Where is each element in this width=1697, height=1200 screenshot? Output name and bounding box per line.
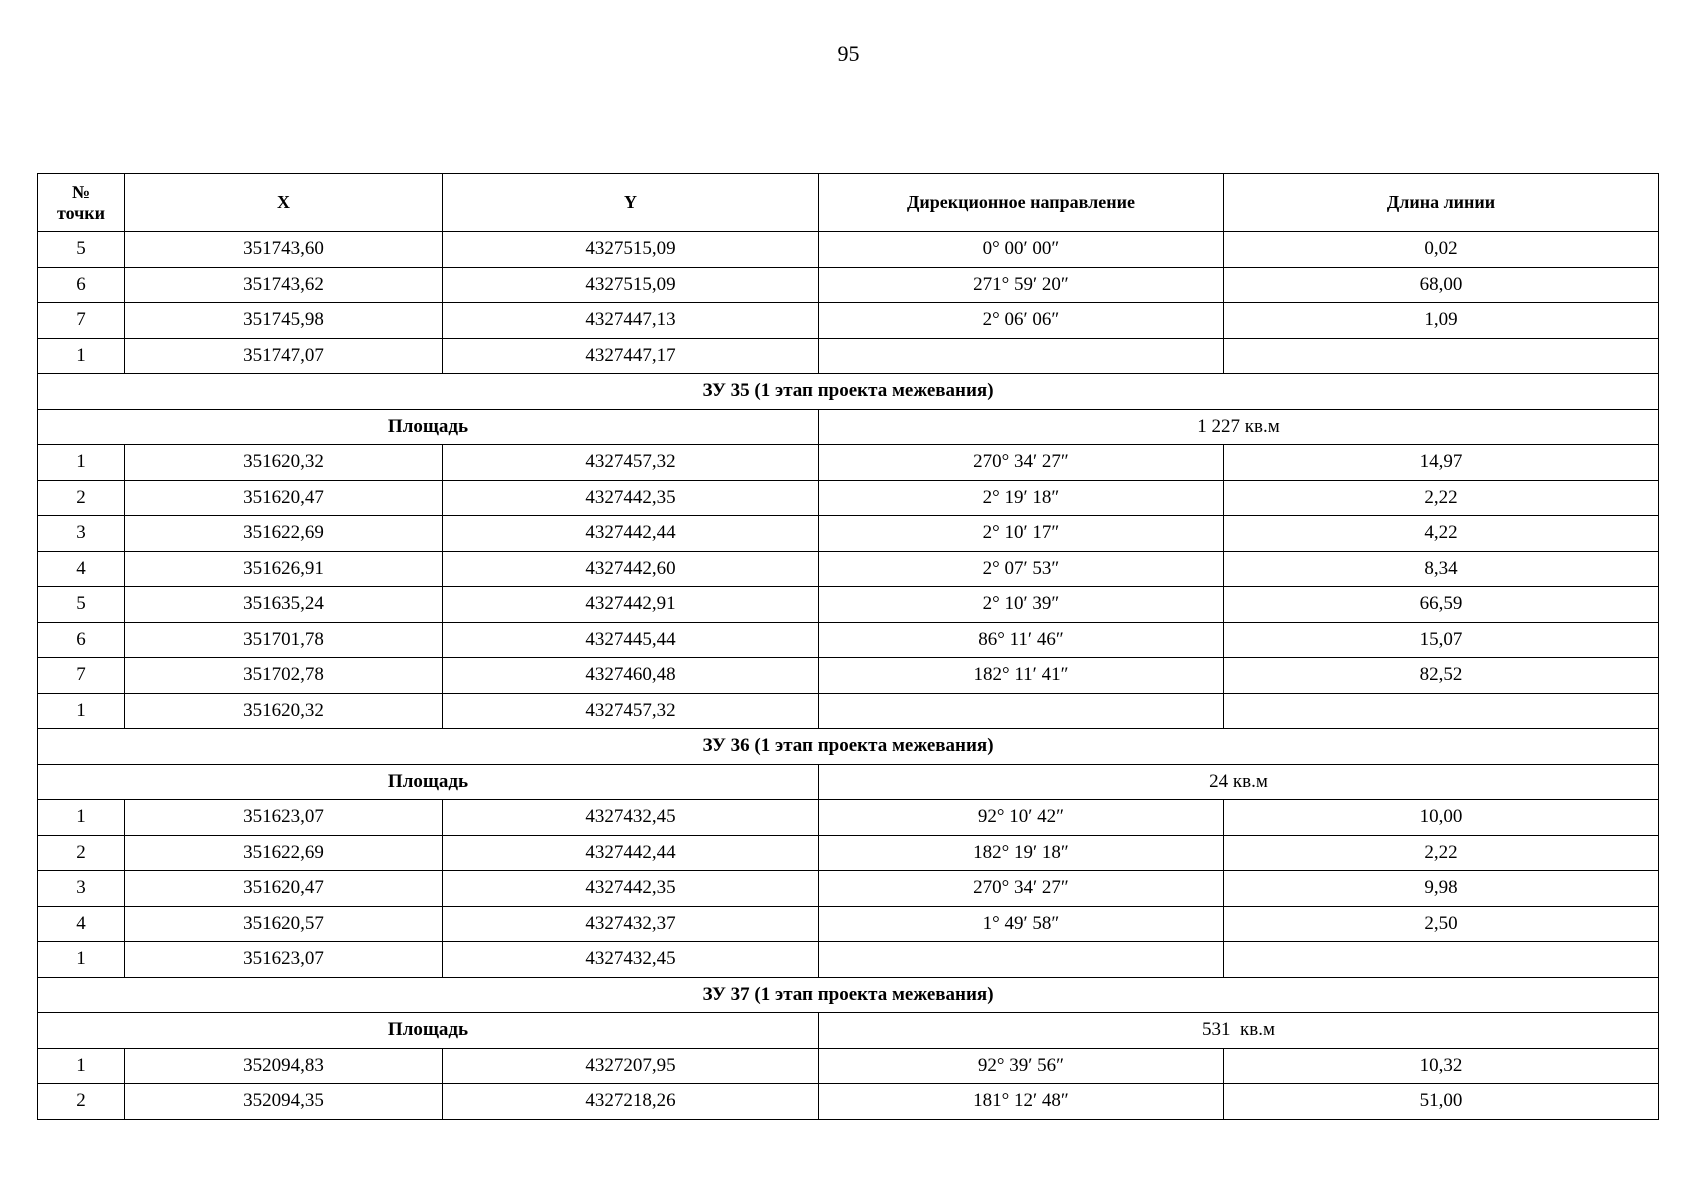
y-coordinate-cell: 4327457,32	[443, 445, 819, 481]
x-coordinate-cell: 351701,78	[125, 622, 443, 658]
direction-cell: 92° 39′ 56″	[819, 1048, 1224, 1084]
y-coordinate-cell: 4327218,26	[443, 1084, 819, 1120]
x-coordinate-cell: 351747,07	[125, 338, 443, 374]
y-coordinate-cell: 4327445,44	[443, 622, 819, 658]
point-number-cell: 3	[38, 516, 125, 552]
length-cell: 2,50	[1224, 906, 1659, 942]
point-number-cell: 1	[38, 338, 125, 374]
area-row	[38, 409, 1659, 445]
y-coordinate-cell: 4327207,95	[443, 1048, 819, 1084]
x-coordinate-cell: 351620,47	[125, 871, 443, 907]
point-number-cell: 4	[38, 906, 125, 942]
page-number: 95	[837, 41, 860, 66]
length-cell: 10,32	[1224, 1048, 1659, 1084]
table-row	[38, 480, 1659, 516]
section-title-row	[38, 729, 1659, 765]
x-coordinate-cell: 351620,32	[125, 693, 443, 729]
y-coordinate-cell: 4327515,09	[443, 232, 819, 268]
section-title: ЗУ 37 (1 этап проекта межевания)	[38, 977, 1659, 1013]
y-coordinate-cell: 4327442,60	[443, 551, 819, 587]
length-cell: 15,07	[1224, 622, 1659, 658]
direction-cell: 182° 19′ 18″	[819, 835, 1224, 871]
direction-cell: 2° 19′ 18″	[819, 480, 1224, 516]
y-coordinate-cell: 4327457,32	[443, 693, 819, 729]
length-cell: 2,22	[1224, 480, 1659, 516]
x-coordinate-cell: 351743,60	[125, 232, 443, 268]
direction-cell: 2° 07′ 53″	[819, 551, 1224, 587]
table-row	[38, 1048, 1659, 1084]
section-title: ЗУ 35 (1 этап проекта межевания)	[38, 374, 1659, 410]
area-value: 1 227 кв.м	[819, 409, 1659, 445]
direction-cell: 1° 49′ 58″	[819, 906, 1224, 942]
x-coordinate-cell: 351620,32	[125, 445, 443, 481]
direction-cell: 182° 11′ 41″	[819, 658, 1224, 694]
table-row	[38, 800, 1659, 836]
y-coordinate-cell: 4327460,48	[443, 658, 819, 694]
x-coordinate-cell: 351623,07	[125, 800, 443, 836]
area-label: Площадь	[38, 764, 819, 800]
table-row	[38, 338, 1659, 374]
length-cell: 8,34	[1224, 551, 1659, 587]
length-cell: 51,00	[1224, 1084, 1659, 1120]
y-coordinate-cell: 4327442,35	[443, 871, 819, 907]
table-header-row	[38, 174, 1659, 232]
x-coordinate-cell: 351620,57	[125, 906, 443, 942]
point-number-cell: 1	[38, 445, 125, 481]
x-coordinate-cell: 351745,98	[125, 303, 443, 339]
direction-cell: 92° 10′ 42″	[819, 800, 1224, 836]
table-row	[38, 622, 1659, 658]
area-row	[38, 1013, 1659, 1049]
length-cell: 9,98	[1224, 871, 1659, 907]
direction-cell: 270° 34′ 27″	[819, 871, 1224, 907]
point-number-cell: 1	[38, 942, 125, 978]
area-value: 24 кв.м	[819, 764, 1659, 800]
table-row	[38, 303, 1659, 339]
length-cell	[1224, 942, 1659, 978]
table-row	[38, 871, 1659, 907]
length-cell: 66,59	[1224, 587, 1659, 623]
table-row	[38, 693, 1659, 729]
y-coordinate-cell: 4327442,44	[443, 835, 819, 871]
length-cell: 68,00	[1224, 267, 1659, 303]
table-row	[38, 1084, 1659, 1120]
table-row	[38, 516, 1659, 552]
table-row	[38, 658, 1659, 694]
table-row	[38, 835, 1659, 871]
header-point-number	[38, 174, 125, 232]
point-number-cell: 1	[38, 800, 125, 836]
table-row	[38, 942, 1659, 978]
direction-cell: 2° 10′ 39″	[819, 587, 1224, 623]
header-point-number-line2: точки	[56, 202, 106, 223]
x-coordinate-cell: 351623,07	[125, 942, 443, 978]
x-coordinate-cell: 351743,62	[125, 267, 443, 303]
point-number-cell: 7	[38, 303, 125, 339]
table-body	[38, 232, 1659, 1120]
x-coordinate-cell: 351626,91	[125, 551, 443, 587]
direction-cell	[819, 693, 1224, 729]
y-coordinate-cell: 4327432,45	[443, 942, 819, 978]
section-title: ЗУ 36 (1 этап проекта межевания)	[38, 729, 1659, 765]
point-number-cell: 5	[38, 232, 125, 268]
header-x: X	[125, 174, 443, 232]
area-value: 531 кв.м	[819, 1013, 1659, 1049]
area-label: Площадь	[38, 409, 819, 445]
length-cell	[1224, 338, 1659, 374]
direction-cell: 271° 59′ 20″	[819, 267, 1224, 303]
x-coordinate-cell: 351620,47	[125, 480, 443, 516]
length-cell: 14,97	[1224, 445, 1659, 481]
length-cell	[1224, 693, 1659, 729]
direction-cell: 0° 00′ 00″	[819, 232, 1224, 268]
direction-cell: 270° 34′ 27″	[819, 445, 1224, 481]
length-cell: 2,22	[1224, 835, 1659, 871]
direction-cell: 2° 06′ 06″	[819, 303, 1224, 339]
x-coordinate-cell: 351622,69	[125, 516, 443, 552]
point-number-cell: 6	[38, 622, 125, 658]
y-coordinate-cell: 4327442,44	[443, 516, 819, 552]
table-row	[38, 232, 1659, 268]
point-number-cell: 5	[38, 587, 125, 623]
header-direction: Дирекционное направление	[819, 174, 1224, 232]
table-row	[38, 267, 1659, 303]
length-cell: 4,22	[1224, 516, 1659, 552]
point-number-cell: 1	[38, 1048, 125, 1084]
point-number-cell: 1	[38, 693, 125, 729]
point-number-cell: 4	[38, 551, 125, 587]
direction-cell	[819, 942, 1224, 978]
header-length: Длина линии	[1224, 174, 1659, 232]
point-number-cell: 6	[38, 267, 125, 303]
x-coordinate-cell: 352094,35	[125, 1084, 443, 1120]
direction-cell: 2° 10′ 17″	[819, 516, 1224, 552]
y-coordinate-cell: 4327447,13	[443, 303, 819, 339]
header-point-number-line1: №	[71, 181, 91, 202]
direction-cell: 86° 11′ 46″	[819, 622, 1224, 658]
point-number-cell: 2	[38, 480, 125, 516]
y-coordinate-cell: 4327515,09	[443, 267, 819, 303]
y-coordinate-cell: 4327447,17	[443, 338, 819, 374]
x-coordinate-cell: 351622,69	[125, 835, 443, 871]
x-coordinate-cell: 351702,78	[125, 658, 443, 694]
length-cell: 0,02	[1224, 232, 1659, 268]
section-title-row	[38, 977, 1659, 1013]
point-number-cell: 2	[38, 835, 125, 871]
y-coordinate-cell: 4327432,45	[443, 800, 819, 836]
y-coordinate-cell: 4327432,37	[443, 906, 819, 942]
direction-cell	[819, 338, 1224, 374]
length-cell: 1,09	[1224, 303, 1659, 339]
point-number-cell: 2	[38, 1084, 125, 1120]
length-cell: 82,52	[1224, 658, 1659, 694]
point-number-cell: 3	[38, 871, 125, 907]
coordinates-table	[37, 173, 1659, 1120]
table-row	[38, 445, 1659, 481]
table-row	[38, 551, 1659, 587]
header-y: Y	[443, 174, 819, 232]
y-coordinate-cell: 4327442,35	[443, 480, 819, 516]
direction-cell: 181° 12′ 48″	[819, 1084, 1224, 1120]
point-number-cell: 7	[38, 658, 125, 694]
x-coordinate-cell: 352094,83	[125, 1048, 443, 1084]
table-row	[38, 906, 1659, 942]
x-coordinate-cell: 351635,24	[125, 587, 443, 623]
length-cell: 10,00	[1224, 800, 1659, 836]
y-coordinate-cell: 4327442,91	[443, 587, 819, 623]
area-row	[38, 764, 1659, 800]
section-title-row	[38, 374, 1659, 410]
area-label: Площадь	[38, 1013, 819, 1049]
table-row	[38, 587, 1659, 623]
